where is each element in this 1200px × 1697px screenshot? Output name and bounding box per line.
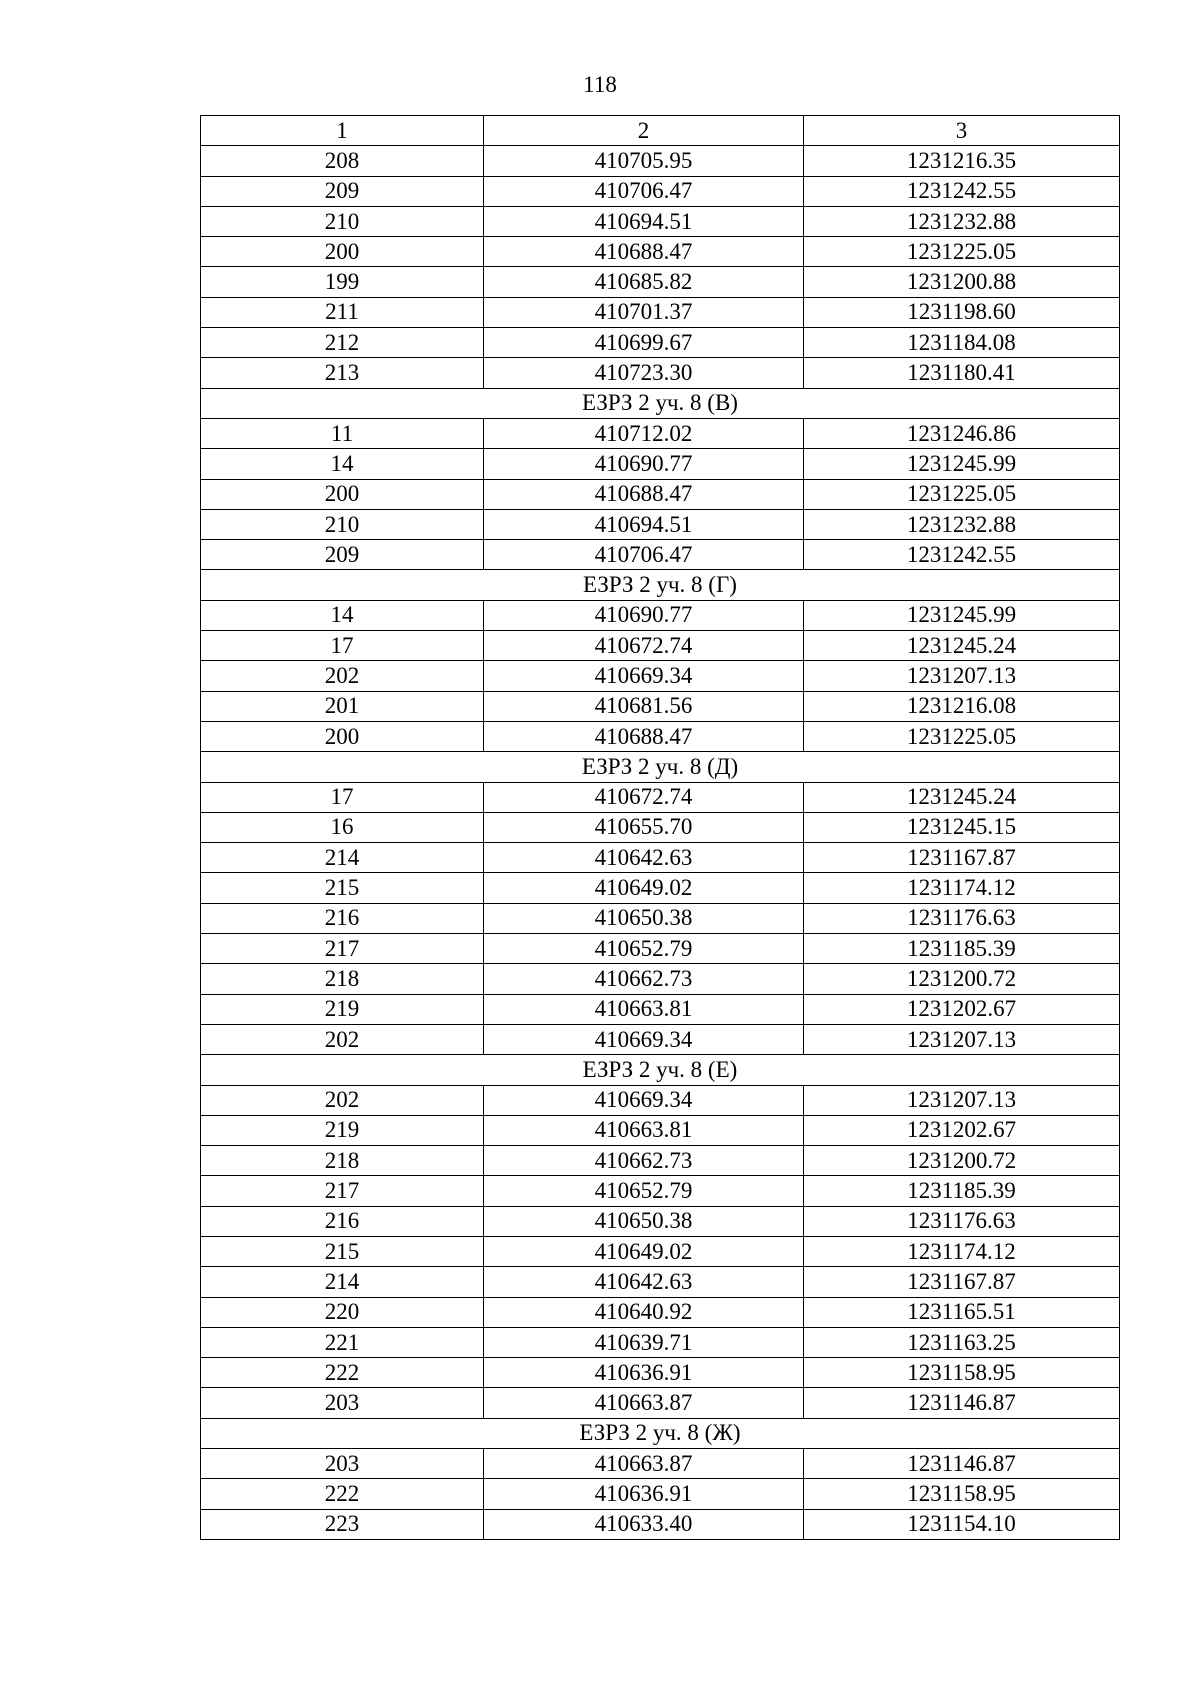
point-number-cell: 14 xyxy=(201,600,484,630)
point-number-cell: 214 xyxy=(201,843,484,873)
point-number-cell: 221 xyxy=(201,1327,484,1357)
y-coordinate-cell: 1231163.25 xyxy=(804,1327,1120,1357)
y-coordinate-cell: 1231158.95 xyxy=(804,1479,1120,1509)
point-number-cell: 209 xyxy=(201,176,484,206)
x-coordinate-cell: 410636.91 xyxy=(484,1358,804,1388)
table-row xyxy=(201,1206,1120,1236)
x-coordinate-cell: 410705.95 xyxy=(484,146,804,176)
section-header-row xyxy=(201,388,1120,418)
x-coordinate-cell: 410672.74 xyxy=(484,782,804,812)
x-coordinate-cell: 410694.51 xyxy=(484,509,804,539)
x-coordinate-cell: 410652.79 xyxy=(484,1176,804,1206)
x-coordinate-cell: 410642.63 xyxy=(484,843,804,873)
table-row xyxy=(201,449,1120,479)
point-number-cell: 209 xyxy=(201,540,484,570)
point-number-cell: 200 xyxy=(201,479,484,509)
y-coordinate-cell: 1231207.13 xyxy=(804,1085,1120,1115)
y-coordinate-cell: 1231200.72 xyxy=(804,964,1120,994)
point-number-cell: 202 xyxy=(201,1024,484,1054)
point-number-cell: 217 xyxy=(201,934,484,964)
table-row xyxy=(201,934,1120,964)
x-coordinate-cell: 410688.47 xyxy=(484,237,804,267)
table-row xyxy=(201,176,1120,206)
table-body xyxy=(201,116,1120,1540)
y-coordinate-cell: 1231167.87 xyxy=(804,843,1120,873)
point-number-cell: 220 xyxy=(201,1297,484,1327)
y-coordinate-cell: 1231200.72 xyxy=(804,1146,1120,1176)
section-header-row xyxy=(201,570,1120,600)
table-row xyxy=(201,631,1120,661)
y-coordinate-cell: 1231158.95 xyxy=(804,1358,1120,1388)
y-coordinate-cell: 1231154.10 xyxy=(804,1509,1120,1539)
y-coordinate-cell: 1231216.08 xyxy=(804,691,1120,721)
y-coordinate-cell: 1231225.05 xyxy=(804,721,1120,751)
table-row xyxy=(201,1085,1120,1115)
table-row xyxy=(201,903,1120,933)
y-coordinate-cell: 1231165.51 xyxy=(804,1297,1120,1327)
y-coordinate-cell: 1231232.88 xyxy=(804,206,1120,236)
table-row xyxy=(201,1024,1120,1054)
y-coordinate-cell: 1231200.88 xyxy=(804,267,1120,297)
table-row xyxy=(201,1115,1120,1145)
table-row xyxy=(201,994,1120,1024)
table-row xyxy=(201,1267,1120,1297)
table-row xyxy=(201,1327,1120,1357)
table-row xyxy=(201,873,1120,903)
x-coordinate-cell: 410640.92 xyxy=(484,1297,804,1327)
point-number-cell: 219 xyxy=(201,1115,484,1145)
point-number-cell: 222 xyxy=(201,1479,484,1509)
point-number-cell: 16 xyxy=(201,812,484,842)
section-header-row xyxy=(201,752,1120,782)
point-number-cell: 200 xyxy=(201,721,484,751)
table-row xyxy=(201,328,1120,358)
y-coordinate-cell: 1231202.67 xyxy=(804,1115,1120,1145)
table-row xyxy=(201,237,1120,267)
point-number-cell: 218 xyxy=(201,1146,484,1176)
y-coordinate-cell: 1231202.67 xyxy=(804,994,1120,1024)
table-header-row xyxy=(201,116,1120,146)
section-header-row xyxy=(201,1055,1120,1085)
table-row xyxy=(201,721,1120,751)
section-label: ЕЗРЗ 2 уч. 8 (В) xyxy=(201,388,1120,418)
point-number-cell: 223 xyxy=(201,1509,484,1539)
y-coordinate-cell: 1231245.24 xyxy=(804,631,1120,661)
x-coordinate-cell: 410633.40 xyxy=(484,1509,804,1539)
table-row xyxy=(201,509,1120,539)
x-coordinate-cell: 410639.71 xyxy=(484,1327,804,1357)
y-coordinate-cell: 1231180.41 xyxy=(804,358,1120,388)
column-header-1: 1 xyxy=(201,116,484,146)
y-coordinate-cell: 1231185.39 xyxy=(804,1176,1120,1206)
point-number-cell: 203 xyxy=(201,1388,484,1418)
x-coordinate-cell: 410663.87 xyxy=(484,1388,804,1418)
table-row xyxy=(201,691,1120,721)
table-row xyxy=(201,1236,1120,1266)
table-row xyxy=(201,812,1120,842)
x-coordinate-cell: 410663.81 xyxy=(484,994,804,1024)
x-coordinate-cell: 410681.56 xyxy=(484,691,804,721)
coordinates-table xyxy=(200,115,1120,1540)
table-row xyxy=(201,146,1120,176)
point-number-cell: 210 xyxy=(201,509,484,539)
x-coordinate-cell: 410690.77 xyxy=(484,449,804,479)
y-coordinate-cell: 1231146.87 xyxy=(804,1388,1120,1418)
x-coordinate-cell: 410701.37 xyxy=(484,297,804,327)
x-coordinate-cell: 410650.38 xyxy=(484,1206,804,1236)
x-coordinate-cell: 410706.47 xyxy=(484,176,804,206)
table-row xyxy=(201,782,1120,812)
y-coordinate-cell: 1231242.55 xyxy=(804,540,1120,570)
y-coordinate-cell: 1231245.99 xyxy=(804,600,1120,630)
point-number-cell: 11 xyxy=(201,418,484,448)
x-coordinate-cell: 410723.30 xyxy=(484,358,804,388)
point-number-cell: 210 xyxy=(201,206,484,236)
point-number-cell: 202 xyxy=(201,661,484,691)
point-number-cell: 202 xyxy=(201,1085,484,1115)
y-coordinate-cell: 1231176.63 xyxy=(804,903,1120,933)
x-coordinate-cell: 410706.47 xyxy=(484,540,804,570)
x-coordinate-cell: 410642.63 xyxy=(484,1267,804,1297)
column-header-3: 3 xyxy=(804,116,1120,146)
table-row xyxy=(201,843,1120,873)
table-row xyxy=(201,1297,1120,1327)
y-coordinate-cell: 1231167.87 xyxy=(804,1267,1120,1297)
x-coordinate-cell: 410688.47 xyxy=(484,721,804,751)
x-coordinate-cell: 410669.34 xyxy=(484,661,804,691)
x-coordinate-cell: 410712.02 xyxy=(484,418,804,448)
x-coordinate-cell: 410672.74 xyxy=(484,631,804,661)
y-coordinate-cell: 1231216.35 xyxy=(804,146,1120,176)
page-number: 118 xyxy=(583,72,617,97)
y-coordinate-cell: 1231245.15 xyxy=(804,812,1120,842)
y-coordinate-cell: 1231242.55 xyxy=(804,176,1120,206)
point-number-cell: 215 xyxy=(201,873,484,903)
y-coordinate-cell: 1231207.13 xyxy=(804,1024,1120,1054)
x-coordinate-cell: 410688.47 xyxy=(484,479,804,509)
y-coordinate-cell: 1231198.60 xyxy=(804,297,1120,327)
table-row xyxy=(201,1509,1120,1539)
point-number-cell: 222 xyxy=(201,1358,484,1388)
x-coordinate-cell: 410655.70 xyxy=(484,812,804,842)
point-number-cell: 216 xyxy=(201,1206,484,1236)
y-coordinate-cell: 1231207.13 xyxy=(804,661,1120,691)
x-coordinate-cell: 410652.79 xyxy=(484,934,804,964)
table-row xyxy=(201,418,1120,448)
point-number-cell: 200 xyxy=(201,237,484,267)
x-coordinate-cell: 410669.34 xyxy=(484,1024,804,1054)
table-row xyxy=(201,540,1120,570)
y-coordinate-cell: 1231176.63 xyxy=(804,1206,1120,1236)
column-header-2: 2 xyxy=(484,116,804,146)
x-coordinate-cell: 410663.81 xyxy=(484,1115,804,1145)
table-row xyxy=(201,600,1120,630)
point-number-cell: 217 xyxy=(201,1176,484,1206)
y-coordinate-cell: 1231146.87 xyxy=(804,1449,1120,1479)
point-number-cell: 216 xyxy=(201,903,484,933)
table-row xyxy=(201,1358,1120,1388)
y-coordinate-cell: 1231185.39 xyxy=(804,934,1120,964)
point-number-cell: 215 xyxy=(201,1236,484,1266)
section-header-row xyxy=(201,1418,1120,1448)
x-coordinate-cell: 410649.02 xyxy=(484,873,804,903)
y-coordinate-cell: 1231232.88 xyxy=(804,509,1120,539)
x-coordinate-cell: 410690.77 xyxy=(484,600,804,630)
x-coordinate-cell: 410662.73 xyxy=(484,1146,804,1176)
table-row xyxy=(201,297,1120,327)
table-row xyxy=(201,1176,1120,1206)
table-row xyxy=(201,1479,1120,1509)
table-row xyxy=(201,358,1120,388)
y-coordinate-cell: 1231174.12 xyxy=(804,1236,1120,1266)
section-label: ЕЗРЗ 2 уч. 8 (Д) xyxy=(201,752,1120,782)
section-label: ЕЗРЗ 2 уч. 8 (Ж) xyxy=(201,1418,1120,1448)
y-coordinate-cell: 1231184.08 xyxy=(804,328,1120,358)
x-coordinate-cell: 410636.91 xyxy=(484,1479,804,1509)
point-number-cell: 208 xyxy=(201,146,484,176)
x-coordinate-cell: 410663.87 xyxy=(484,1449,804,1479)
point-number-cell: 14 xyxy=(201,449,484,479)
table-row xyxy=(201,1449,1120,1479)
table-row xyxy=(201,206,1120,236)
table-row xyxy=(201,1388,1120,1418)
point-number-cell: 17 xyxy=(201,782,484,812)
point-number-cell: 212 xyxy=(201,328,484,358)
y-coordinate-cell: 1231245.99 xyxy=(804,449,1120,479)
x-coordinate-cell: 410699.67 xyxy=(484,328,804,358)
section-label: ЕЗРЗ 2 уч. 8 (Г) xyxy=(201,570,1120,600)
table-row xyxy=(201,661,1120,691)
x-coordinate-cell: 410662.73 xyxy=(484,964,804,994)
point-number-cell: 214 xyxy=(201,1267,484,1297)
point-number-cell: 218 xyxy=(201,964,484,994)
point-number-cell: 211 xyxy=(201,297,484,327)
y-coordinate-cell: 1231225.05 xyxy=(804,237,1120,267)
table-row xyxy=(201,1146,1120,1176)
point-number-cell: 213 xyxy=(201,358,484,388)
x-coordinate-cell: 410649.02 xyxy=(484,1236,804,1266)
table-row xyxy=(201,479,1120,509)
table-row xyxy=(201,964,1120,994)
y-coordinate-cell: 1231225.05 xyxy=(804,479,1120,509)
x-coordinate-cell: 410650.38 xyxy=(484,903,804,933)
x-coordinate-cell: 410669.34 xyxy=(484,1085,804,1115)
x-coordinate-cell: 410694.51 xyxy=(484,206,804,236)
x-coordinate-cell: 410685.82 xyxy=(484,267,804,297)
table-row xyxy=(201,267,1120,297)
point-number-cell: 17 xyxy=(201,631,484,661)
y-coordinate-cell: 1231245.24 xyxy=(804,782,1120,812)
point-number-cell: 203 xyxy=(201,1449,484,1479)
section-label: ЕЗРЗ 2 уч. 8 (Е) xyxy=(201,1055,1120,1085)
y-coordinate-cell: 1231246.86 xyxy=(804,418,1120,448)
y-coordinate-cell: 1231174.12 xyxy=(804,873,1120,903)
point-number-cell: 201 xyxy=(201,691,484,721)
point-number-cell: 219 xyxy=(201,994,484,1024)
point-number-cell: 199 xyxy=(201,267,484,297)
